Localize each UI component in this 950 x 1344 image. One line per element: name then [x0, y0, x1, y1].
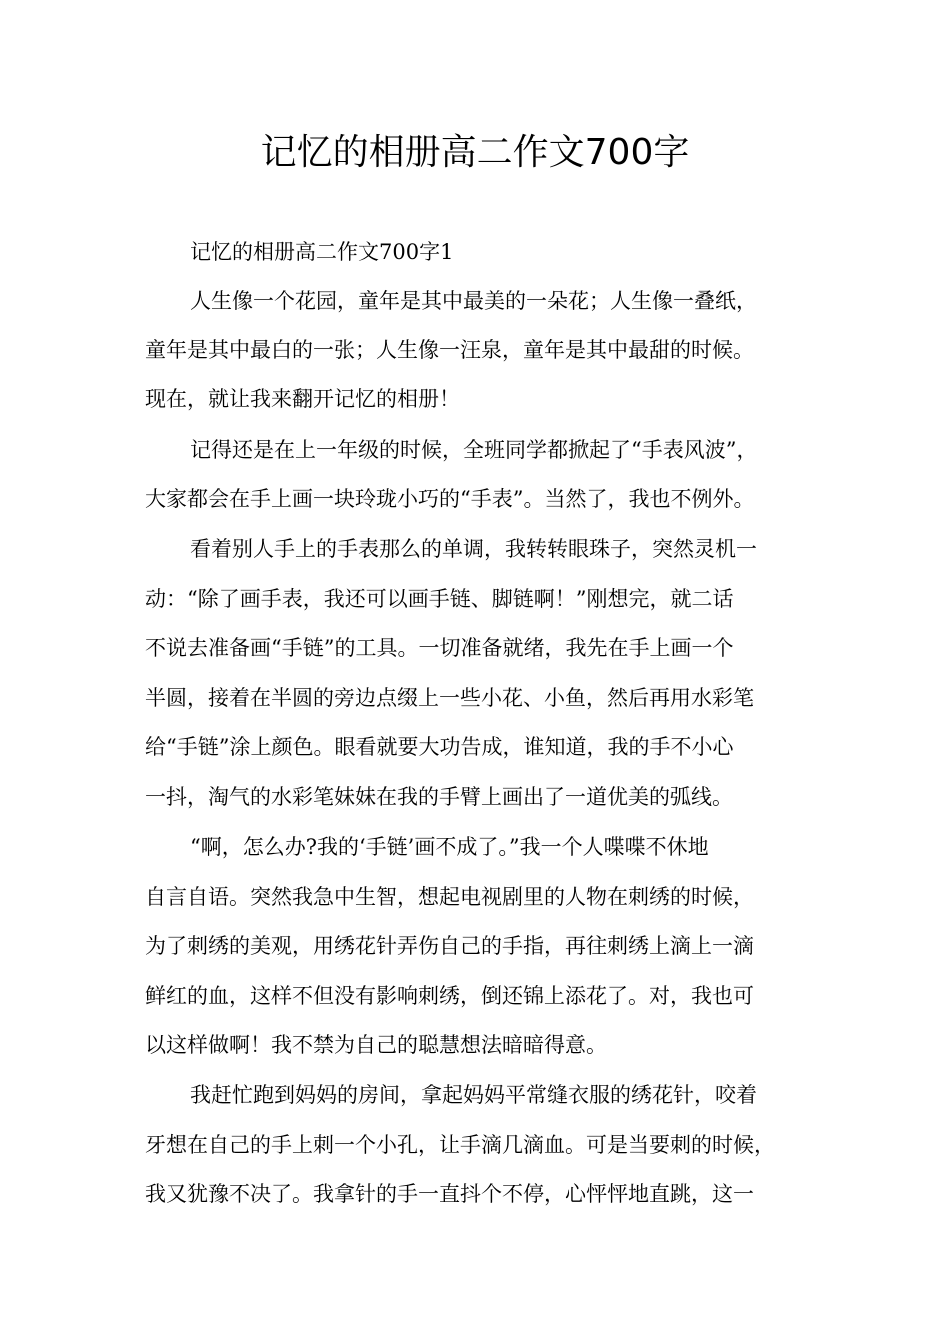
- paragraph-line: 我赶忙跑到妈妈的房间，拿起妈妈平常缝衣服的绣花针，咬着: [190, 1083, 757, 1107]
- paragraph-line: 半圆，接着在半圆的旁边点缀上一些小花、小鱼，然后再用水彩笔: [145, 686, 754, 710]
- paragraph-line: 以这样做啊！我不禁为自己的聪慧想法暗暗得意。: [145, 1033, 607, 1057]
- paragraph-line: 动：“除了画手表，我还可以画手链、脚链啊！”刚想完，就二话: [145, 587, 734, 611]
- paragraph-line: 看着别人手上的手表那么的单调，我转转眼珠子，突然灵机一: [190, 537, 757, 561]
- subtitle-line: 记忆的相册高二作文700字1: [190, 240, 454, 264]
- paragraph-line: 给“手链”涂上颜色。眼看就要大功告成，谁知道，我的手不小心: [145, 735, 734, 759]
- paragraph-line: 为了刺绣的美观，用绣花针弄伤自己的手指，再往刺绣上滴上一滴: [145, 934, 754, 958]
- paragraph-line: 童年是其中最白的一张；人生像一汪泉，童年是其中最甜的时候。: [145, 338, 754, 362]
- paragraph-line: 我又犹豫不决了。我拿针的手一直抖个不停，心怦怦地直跳，这一: [145, 1182, 754, 1206]
- paragraph-line: 现在，就让我来翻开记忆的相册！: [145, 387, 460, 411]
- paragraph-line: 不说去准备画“手链”的工具。一切准备就绪，我先在手上画一个: [145, 636, 734, 660]
- paragraph-line: 大家都会在手上画一块玲珑小巧的“手表”。当然了，我也不例外。: [145, 487, 755, 511]
- paragraph-line: “啊，怎么办?我的‘手链’画不成了。”我一个人喋喋不休地: [190, 835, 709, 859]
- paragraph-line: 牙想在自己的手上刺一个小孔，让手滴几滴血。可是当要刺的时候，: [145, 1133, 775, 1157]
- document-title: 记忆的相册高二作文700字: [260, 132, 690, 173]
- paragraph-line: 自言自语。突然我急中生智，想起电视剧里的人物在刺绣的时候，: [145, 885, 754, 909]
- paragraph-line: 鲜红的血，这样不但没有影响刺绣，倒还锦上添花了。对，我也可: [145, 984, 754, 1008]
- paragraph-line: 人生像一个花园，童年是其中最美的一朵花；人生像一叠纸，: [190, 289, 757, 313]
- paragraph-line: 一抖，淘气的水彩笔妹妹在我的手臂上画出了一道优美的弧线。: [145, 785, 733, 809]
- paragraph-line: 记得还是在上一年级的时候，全班同学都掀起了“手表风波”，: [190, 438, 758, 462]
